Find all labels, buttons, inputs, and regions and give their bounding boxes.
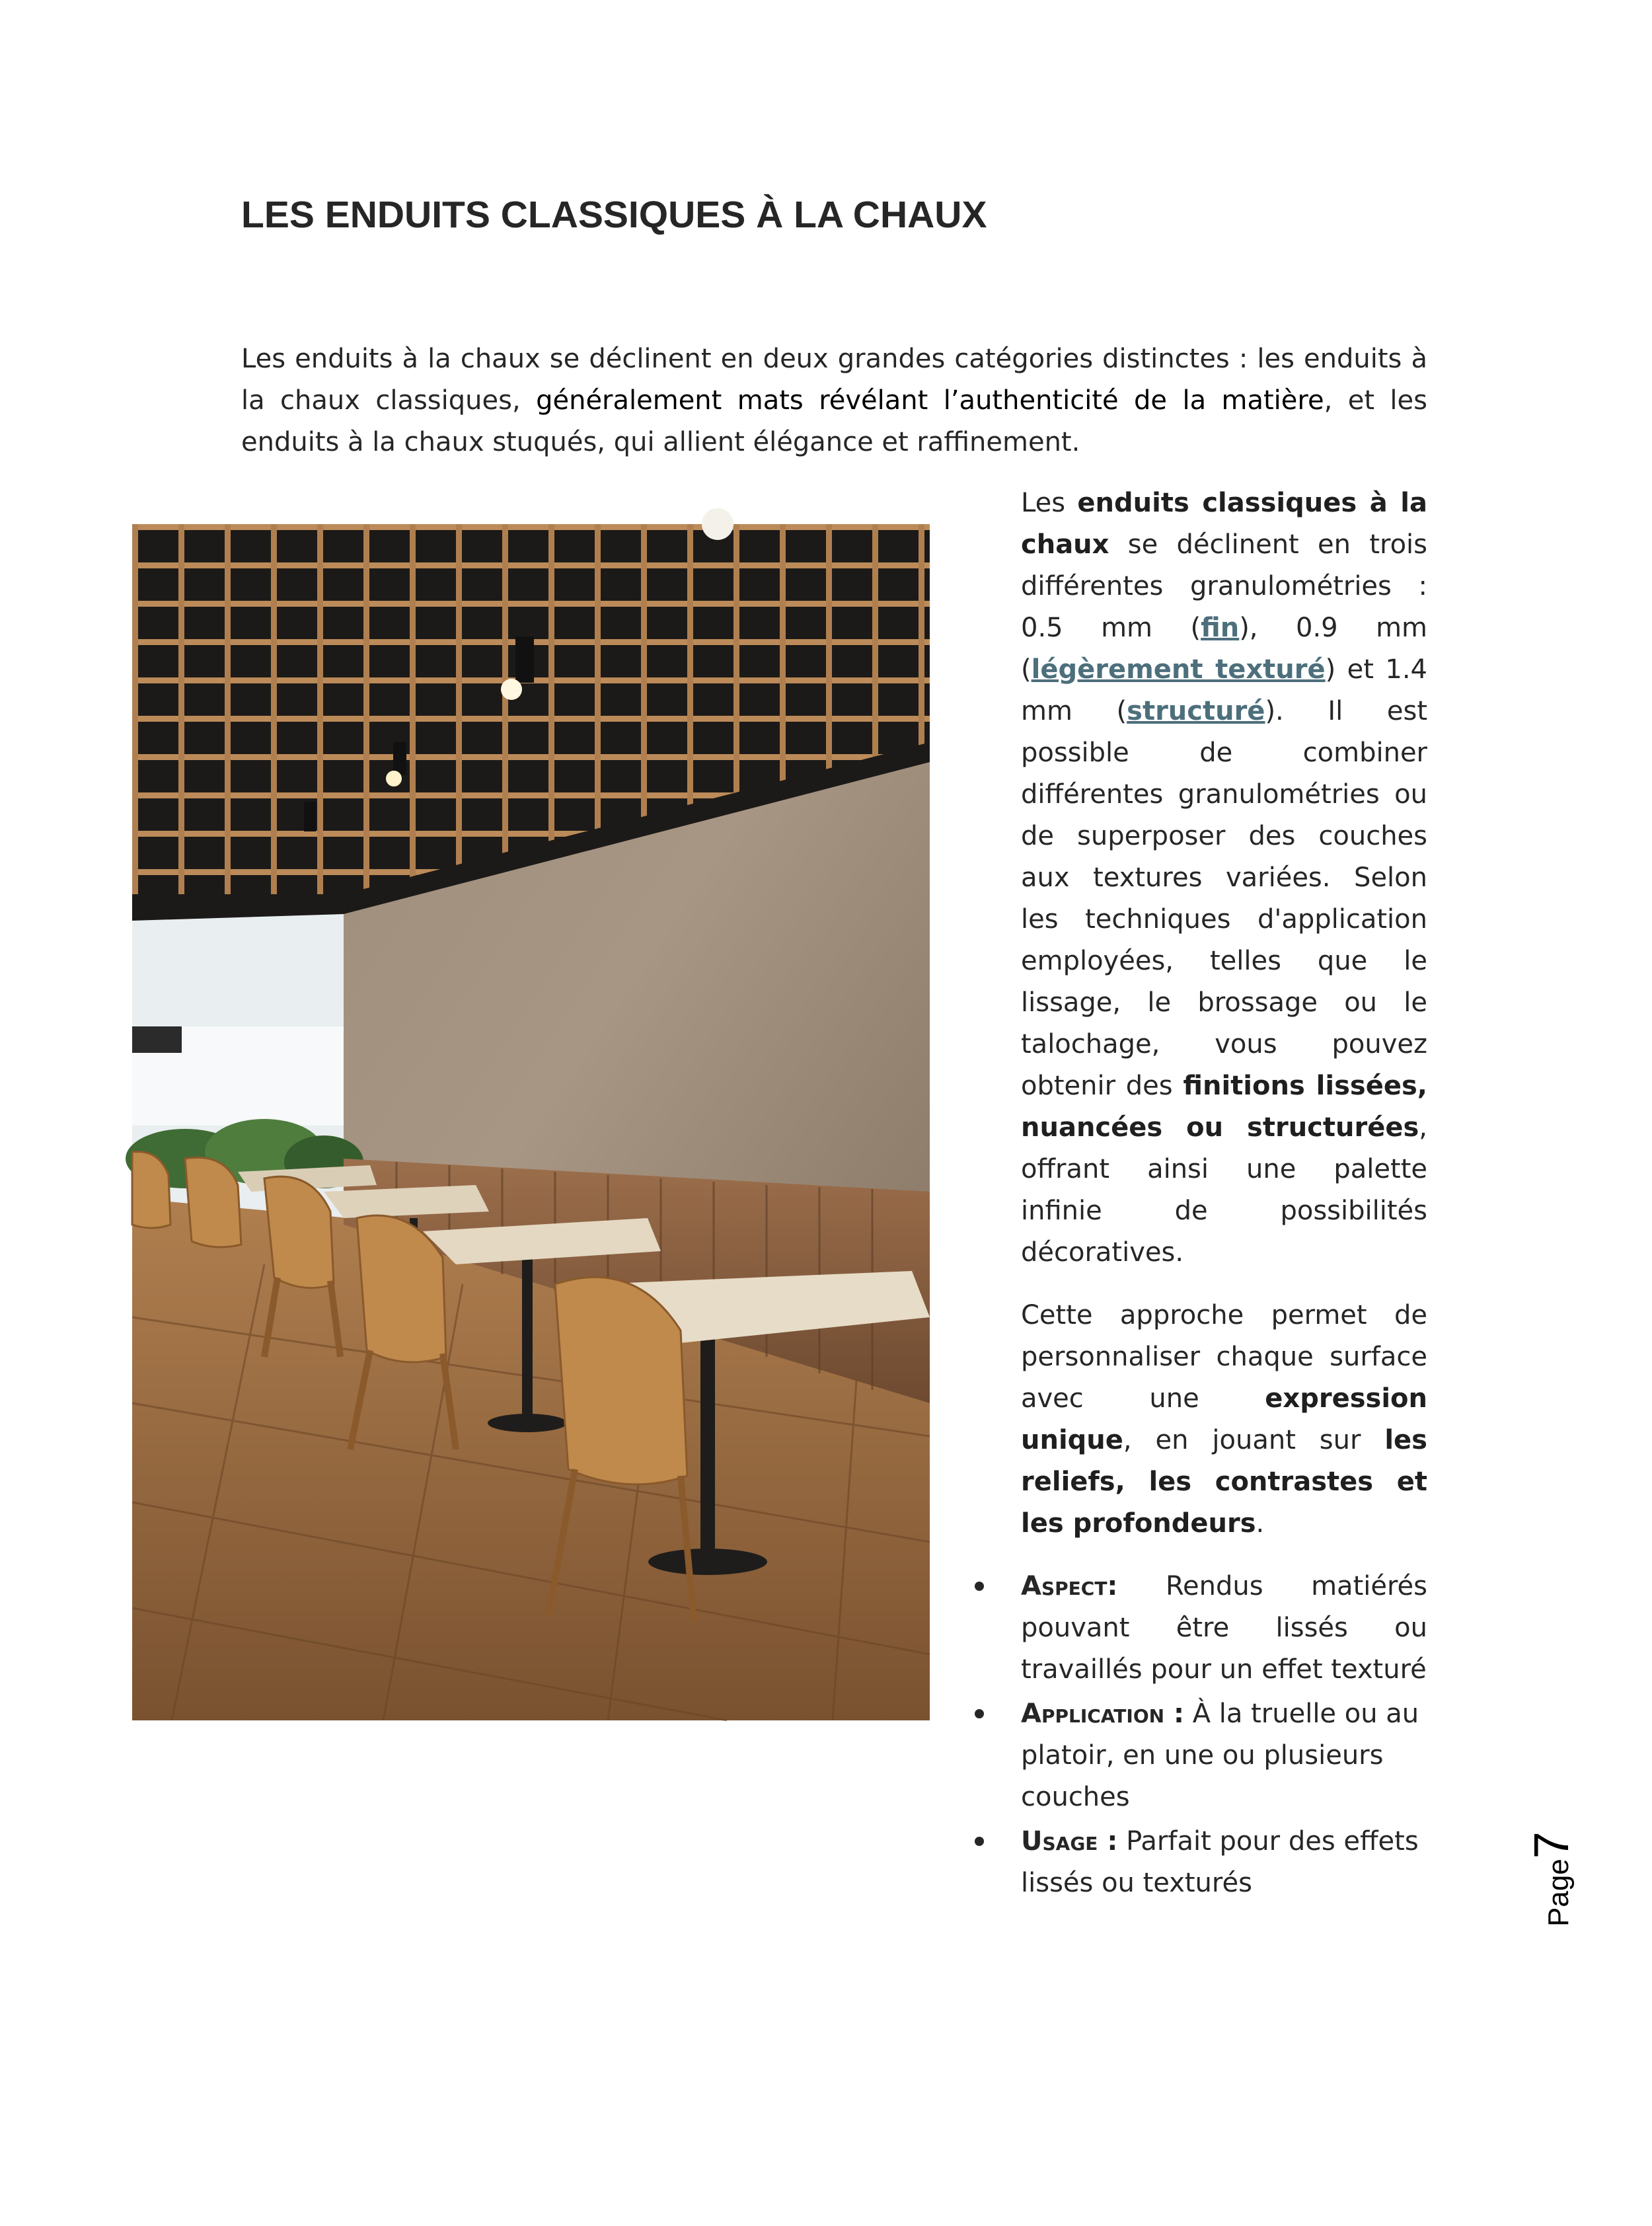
bold-span: finitions lissées, nuancées ou structurées xyxy=(1021,1071,1427,1143)
list-item-text: Rendus matiérés pouvant être lissés ou travaillés pour un effet texturé xyxy=(1021,1571,1427,1685)
list-item-aspect xyxy=(1021,1566,1427,1691)
granulometry-paragraph xyxy=(1021,482,1427,1274)
right-column xyxy=(1021,482,1427,1907)
link-legerement-texture[interactable]: légèrement texturé xyxy=(1031,654,1326,685)
approach-paragraph xyxy=(1021,1295,1427,1545)
list-item-separator: : xyxy=(1098,1826,1118,1857)
text-span: . xyxy=(1256,1508,1265,1539)
link-structure[interactable]: structuré xyxy=(1127,696,1265,726)
list-item-separator: : xyxy=(1164,1699,1184,1729)
list-item-separator: : xyxy=(1107,1571,1118,1601)
link-fin[interactable]: fin xyxy=(1201,613,1240,643)
intro-text-1: Les enduits à la chaux se déclinent en deux grandes catégories distinctes : les enduits à la chaux classiques, xyxy=(241,344,1427,416)
intro-text-emphasis: généralement mats révélant l’authenticité de la matière xyxy=(536,385,1324,416)
list-item-label: Aspect xyxy=(1021,1571,1108,1601)
bold-span: expression unique xyxy=(1021,1383,1427,1455)
text-span: , offrant ainsi une palette infinie de possibilités décoratives. xyxy=(1021,1112,1427,1268)
text-span: , en jouant sur xyxy=(1123,1425,1385,1455)
list-item-usage xyxy=(1021,1821,1427,1904)
text-span: se déclinent en trois différentes granulométries : 0.5 mm ( xyxy=(1021,529,1427,643)
text-span: Cette approche permet de personnaliser chaque surface avec une xyxy=(1021,1300,1427,1414)
text-span: Les xyxy=(1021,488,1078,518)
intro-text-2: , et les enduits à la chaux stuqués, qui allient élégance et raffinement. xyxy=(241,385,1427,457)
page-number: 7 xyxy=(1524,1831,1579,1859)
list-item-application xyxy=(1021,1693,1427,1818)
bold-span: les reliefs, les contrastes et les profondeurs xyxy=(1021,1425,1427,1539)
list-item-text: Parfait pour des effets lissés ou texturés xyxy=(1021,1826,1419,1898)
text-span: ), 0.9 mm ( xyxy=(1021,613,1427,685)
page-label: Page xyxy=(1542,1859,1575,1927)
list-item-text: À la truelle ou au platoir, en une ou plusieurs couches xyxy=(1021,1699,1419,1812)
photo-credit: © MRDK xyxy=(976,2137,999,2226)
page-number-marker xyxy=(1523,1831,1579,1927)
page-title: LES ENDUITS CLASSIQUES À LA CHAUX xyxy=(241,194,987,236)
intro-paragraph xyxy=(241,338,1427,463)
restaurant-photo xyxy=(132,524,999,2226)
list-item-label: Application xyxy=(1021,1699,1165,1729)
bold-span: enduits classiques à la chaux xyxy=(1021,488,1427,560)
text-span: ) et 1.4 mm ( xyxy=(1021,654,1427,726)
list-item-label: Usage xyxy=(1021,1826,1098,1857)
text-span: ). Il est possible de combiner différentes granulométries ou de superposer des couches aux textures variées. Selon les techniques d'application employées, telles que le lissage, le brossage ou le talochage, vous pouvez obtenir des xyxy=(1021,696,1428,1101)
properties-list xyxy=(1021,1566,1427,1904)
